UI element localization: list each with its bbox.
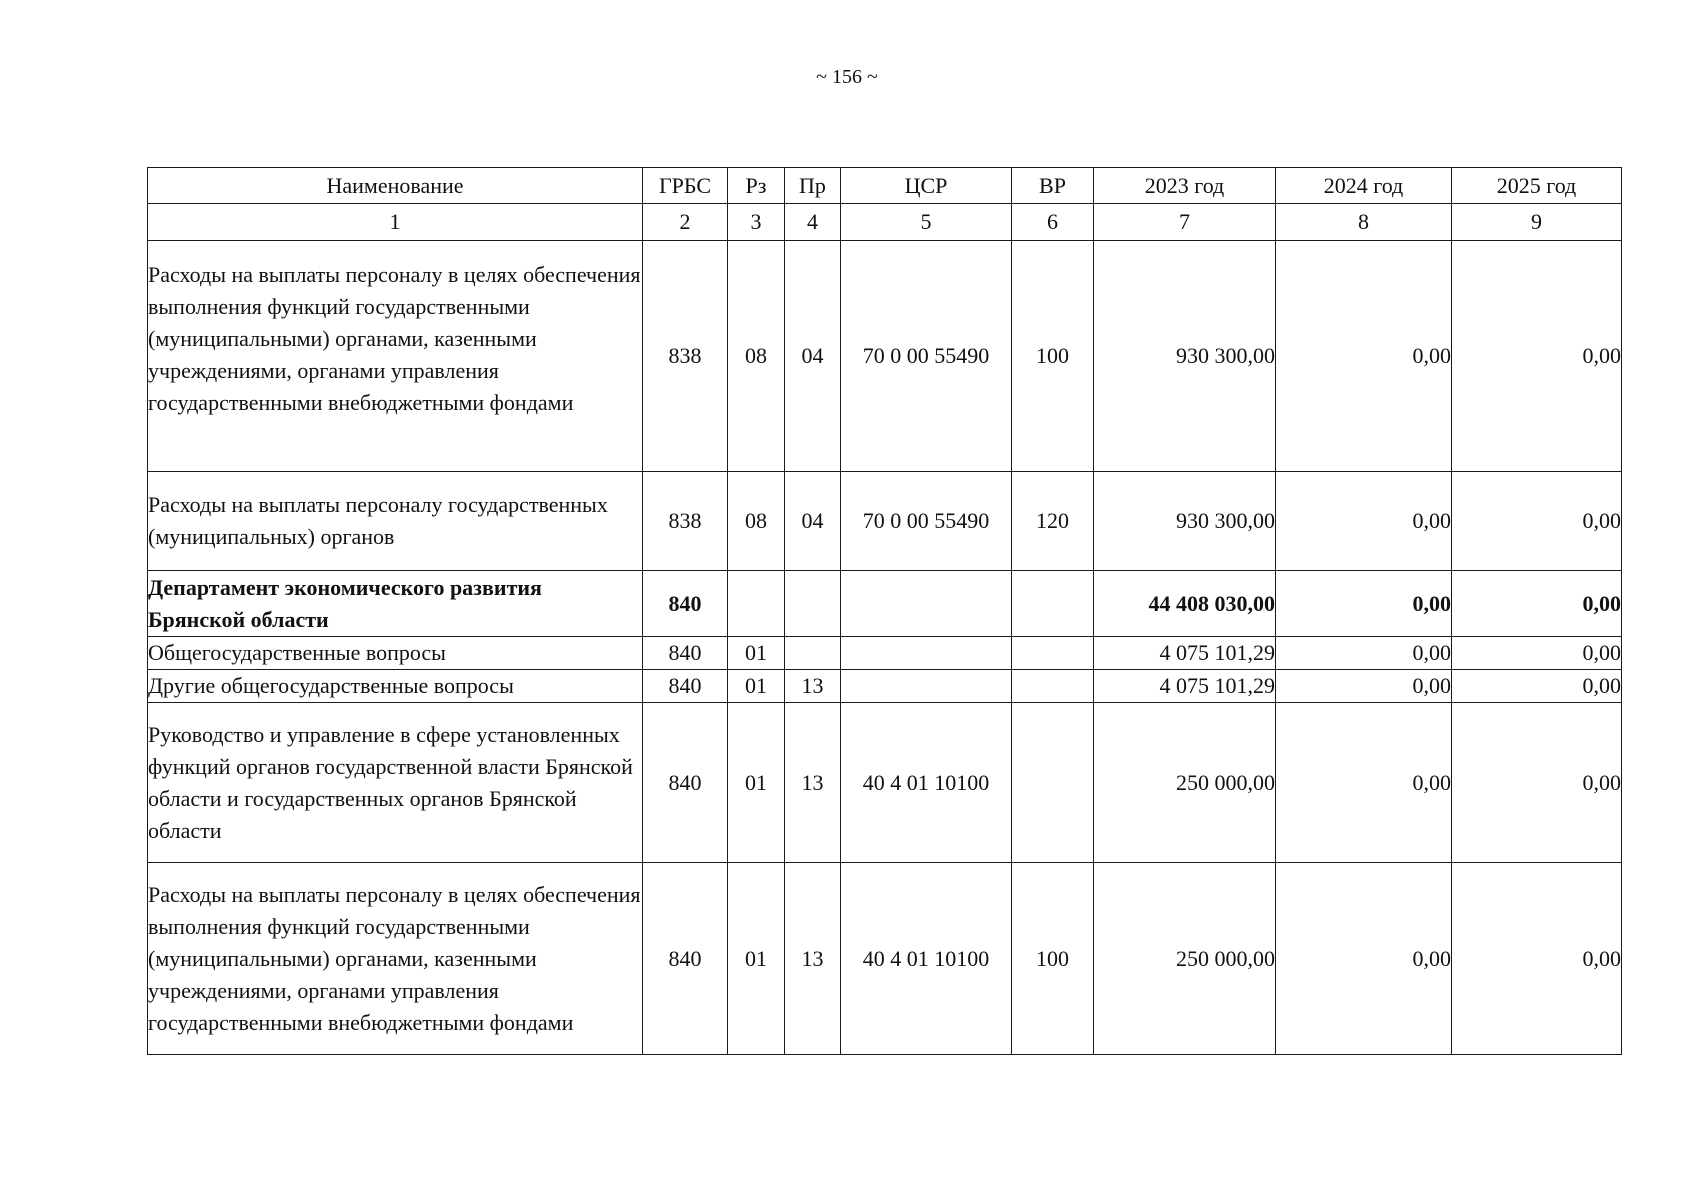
row-csr: 40 4 01 10100 [841,703,1012,863]
row-2023: 930 300,00 [1094,241,1276,472]
row-csr [841,670,1012,703]
header-vr: ВР [1012,168,1094,204]
row-2024: 0,00 [1276,241,1452,472]
row-grbs: 840 [643,703,728,863]
row-csr [841,571,1012,637]
row-pr: 13 [785,703,841,863]
row-2025: 0,00 [1452,703,1622,863]
row-2025: 0,00 [1452,670,1622,703]
row-grbs: 840 [643,571,728,637]
row-2023: 250 000,00 [1094,863,1276,1055]
row-name: Департамент экономического развития Брянской области [148,571,643,637]
table-row [148,241,1622,472]
row-name: Расходы на выплаты персоналу государственных (муниципальных) органов [148,472,643,571]
row-pr [785,571,841,637]
row-2025: 0,00 [1452,863,1622,1055]
column-number: 3 [728,204,785,241]
row-vr [1012,637,1094,670]
row-2024: 0,00 [1276,571,1452,637]
row-2023: 250 000,00 [1094,703,1276,863]
row-csr: 70 0 00 55490 [841,241,1012,472]
row-2024: 0,00 [1276,670,1452,703]
column-number: 5 [841,204,1012,241]
row-name: Общегосударственные вопросы [148,637,643,670]
row-vr: 100 [1012,863,1094,1055]
row-2025: 0,00 [1452,241,1622,472]
column-number: 4 [785,204,841,241]
header-2025: 2025 год [1452,168,1622,204]
column-number: 8 [1276,204,1452,241]
row-rz: 08 [728,241,785,472]
row-2024: 0,00 [1276,863,1452,1055]
row-name: Расходы на выплаты персоналу в целях обеспечения выполнения функций государственными (муниципальными) органами, казенными учреждениями, органами управления государственными внебюджетными фондами [148,863,643,1055]
row-pr: 04 [785,241,841,472]
row-csr [841,637,1012,670]
row-name: Другие общегосударственные вопросы [148,670,643,703]
row-name: Расходы на выплаты персоналу в целях обеспечения выполнения функций государственными (муниципальными) органами, казенными учреждениями, органами управления государственными внебюджетными фондами [148,241,643,472]
row-csr: 70 0 00 55490 [841,472,1012,571]
column-number: 7 [1094,204,1276,241]
header-pr: Пр [785,168,841,204]
row-rz: 01 [728,703,785,863]
row-2023: 44 408 030,00 [1094,571,1276,637]
header-grbs: ГРБС [643,168,728,204]
row-rz [728,571,785,637]
row-grbs: 840 [643,863,728,1055]
column-number: 6 [1012,204,1094,241]
row-vr [1012,703,1094,863]
row-pr: 04 [785,472,841,571]
table-row [148,703,1622,863]
row-pr: 13 [785,863,841,1055]
row-grbs: 840 [643,637,728,670]
row-csr: 40 4 01 10100 [841,863,1012,1055]
column-number: 9 [1452,204,1622,241]
header-2023: 2023 год [1094,168,1276,204]
row-vr [1012,670,1094,703]
row-rz: 01 [728,670,785,703]
row-vr: 120 [1012,472,1094,571]
row-2023: 930 300,00 [1094,472,1276,571]
row-2023: 4 075 101,29 [1094,670,1276,703]
budget-table [147,167,1622,1055]
header-2024: 2024 год [1276,168,1452,204]
row-2025: 0,00 [1452,571,1622,637]
row-2024: 0,00 [1276,703,1452,863]
table-header-row [148,168,1622,204]
row-pr: 13 [785,670,841,703]
row-2024: 0,00 [1276,472,1452,571]
row-grbs: 840 [643,670,728,703]
table-row [148,670,1622,703]
row-2025: 0,00 [1452,472,1622,571]
row-vr [1012,571,1094,637]
row-vr: 100 [1012,241,1094,472]
column-number: 2 [643,204,728,241]
table-row [148,472,1622,571]
row-rz: 01 [728,637,785,670]
header-rz: Рз [728,168,785,204]
row-2024: 0,00 [1276,637,1452,670]
table-row [148,863,1622,1055]
row-grbs: 838 [643,241,728,472]
column-number-row [148,204,1622,241]
row-2023: 4 075 101,29 [1094,637,1276,670]
header-name: Наименование [148,168,643,204]
table-row-department [148,571,1622,637]
header-csr: ЦСР [841,168,1012,204]
row-rz: 08 [728,472,785,571]
row-name: Руководство и управление в сфере установленных функций органов государственной власти Брянской области и государственных органов Брянской области [148,703,643,863]
page-number: ~ 156 ~ [816,66,878,88]
row-rz: 01 [728,863,785,1055]
column-number: 1 [148,204,643,241]
row-pr [785,637,841,670]
table-row [148,637,1622,670]
row-grbs: 838 [643,472,728,571]
row-2025: 0,00 [1452,637,1622,670]
